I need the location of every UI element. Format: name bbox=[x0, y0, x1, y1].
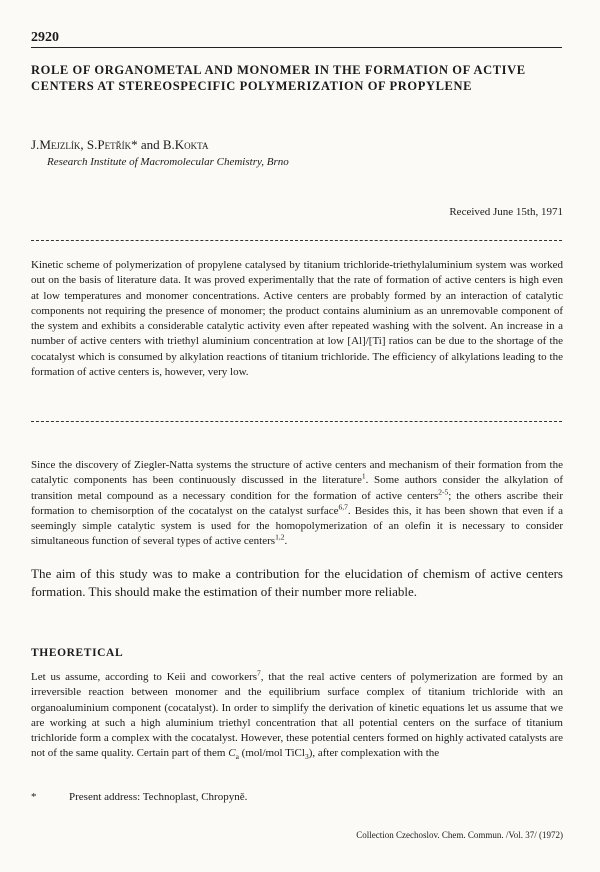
authors: J.Mejzlík, S.Petřík* and B.Kokta bbox=[31, 137, 209, 152]
author-2: S.Petřík* bbox=[86, 137, 138, 152]
citation-ref: 6,7 bbox=[338, 502, 348, 512]
footnote: * Present address: Technoplast, Chropyně. bbox=[31, 791, 248, 803]
intro-paragraph: Since the discovery of Ziegler-Natta systems the structure of active centers and mechanism of their formation from the catalytic components has been continuously discussed in the literature$^1$. Some authors consider the alkylation of transition metal compound as a necessary condition for the formation of active centers$^{2-5}$; the others ascribe their formation to chemisorption of the cocatalyst on the catalyst surface$^{6,7}$. Besides this, it has been shown that even if a seemingly simple catalytic system is used for the homopolymerization of an olefin it is necessary to consider simultaneous function of several types of active centers$^{1,2}$. bbox=[31, 459, 564, 548]
theoretical-paragraph: Let us assume, according to Keii and coworkers$^7$, that the real active centers of polymerization are formed by an irreversible reaction between monomer and the equilibrium surface complex of titanium trichloride with an organoaluminium component (cocatalyst). In order to simplify the derivation of kinetic equations let us assume that we are working at such a high aluminium triethyl concentration that all potential centers on the surface of titanium trichloride form a complex with the cocatalyst. However, these potential centers formed on highly activated catalysts are not of the same quality. Certain part of them $C_a$ (mol/mol TiCl$_3$), after complexation with the bbox=[31, 668, 563, 762]
section-heading: THEORETICAL bbox=[31, 647, 124, 659]
citation-ref: 1 bbox=[361, 471, 366, 481]
citation-ref: 1,2 bbox=[275, 532, 285, 542]
abstract: Kinetic scheme of polymerization of propylene catalysed by titanium trichloride-triethylaluminium system was worked out on the basis of literature data. It was proved experimentally that the rate of formation of active centers is high even at low temperatures and monomer concentrations. Active centers are probably formed by an interaction of catalytic components not requiring the presence of monomer; the product contains aluminium as an unremovable component of the system and exhibits a considerable catalytic activity even after repeated washing with the solvent. An increase in a number of active centers with triethyl aluminium concentration at low [Al]/[Ti] ratios can be due to the shortage of the cocatalyst which is consumed by alkylation reactions of titanium trichloride. The efficiency of alkylations leading to the formation of active centers is, however, very low. bbox=[31, 259, 563, 379]
article-title: ROLE OF ORGANOMETAL AND MONOMER IN THE FORMATION OF ACTIVE CENTERS AT STEREOSPECIFIC POLYMERIZATION OF PROPYLENE bbox=[31, 63, 526, 93]
variable: C bbox=[228, 747, 236, 760]
abstract-top-rule bbox=[31, 240, 562, 241]
header-rule bbox=[31, 47, 562, 48]
abstract-bottom-rule bbox=[31, 421, 562, 422]
received-date: Received June 15th, 1971 bbox=[449, 206, 563, 218]
citation-ref: 2-5 bbox=[438, 486, 449, 496]
page-number: 2920 bbox=[31, 30, 59, 45]
author-1: J.Mejzlík bbox=[31, 137, 81, 152]
aim-paragraph: The aim of this study was to make a contribution for the elucidation of chemism of active centers formation. This should make the estimation of their number more reliable. bbox=[31, 566, 563, 599]
affiliation: Research Institute of Macromolecular Chemistry, Brno bbox=[47, 156, 289, 168]
citation-ref: 7 bbox=[257, 668, 261, 678]
author-3: B.Kokta bbox=[162, 137, 209, 152]
journal-footer: Collection Czechoslov. Chem. Commun. /Vol. 37/ (1972) bbox=[356, 830, 563, 840]
